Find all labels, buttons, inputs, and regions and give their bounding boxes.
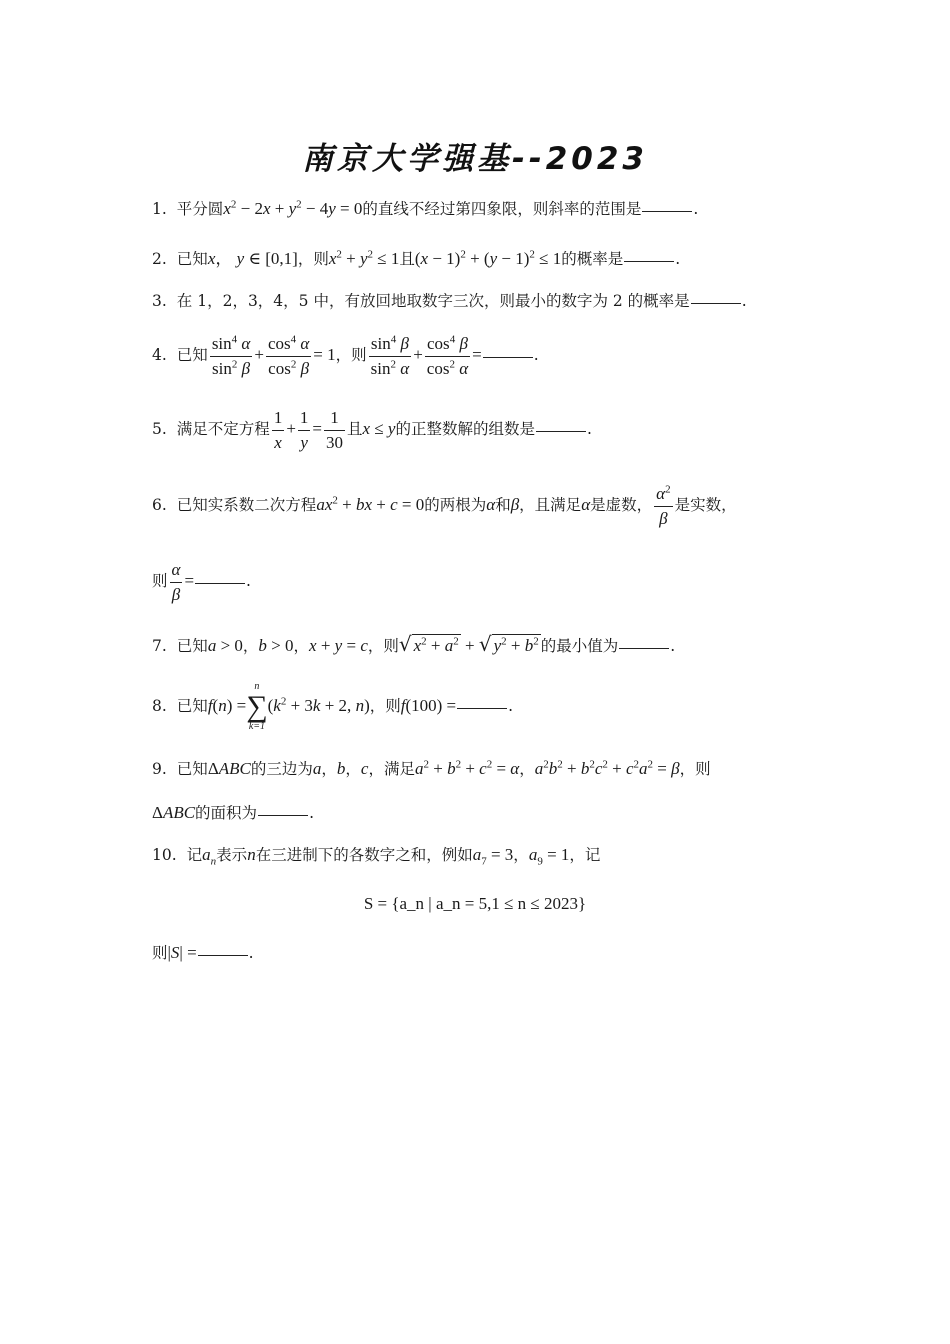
question-number: 8. — [152, 697, 167, 715]
question-2: 2. 已知x， y ∈ [0,1]，则$x^2 + y^2 \le 1$且$(x - 1)^2 + (y - 1)^2 \le 1$的概率是 . — [152, 248, 681, 268]
question-9: 9. 已知ΔABC的三边为a，b，c，满足$a^2 + b^2 + c^2 = \alpha$，$a^2b^2 + b^2c^2 + c^2a^2 = \beta$，则 — [152, 758, 711, 778]
answer-blank — [642, 210, 692, 212]
question-number: 1. — [152, 200, 167, 218]
question-6-continued: 则 $\frac{\alpha}{\beta}$ = . — [152, 560, 251, 604]
question-number: 7. — [152, 637, 167, 655]
page-title: 南京大学强基--2023 — [301, 141, 648, 177]
answer-blank — [195, 582, 245, 584]
question-10-continued: 则|S| = . — [152, 943, 254, 962]
question-number: 4. — [152, 346, 167, 365]
question-6: 6. 已知实系数二次方程$ax^2$ + bx + c = 0的两根为α和β，且满足α是虚数， $\frac{\alpha^2}{\beta}$ 是实数， — [152, 483, 737, 528]
question-7: 7. 已知a > 0，b > 0，x + y = c，则√ $x^2 + a^2$ + √ $y^2 + b^2$ 的最小值为 . — [152, 632, 676, 656]
question-4: 4. 已知 $\frac{\sin^4 \alpha}{\sin^2 \beta}$ + $\frac{\cos^4 \alpha}{\cos^2 \beta}$ = 1，则 $\frac{\sin^4 \beta}{\sin^2 \alpha}$ + $\frac{\cos^4 \beta}{\cos^2 \alpha}$ = . — [152, 333, 539, 378]
question-5: 5. 满足不定方程 $\frac{1}{x}$ + $\frac{1}{y}$ = $\frac{1}{30}$ 且x ≤ y的正整数解的组数是 . — [152, 408, 592, 452]
answer-blank — [258, 814, 308, 816]
answer-blank — [691, 302, 741, 304]
set-definition-formula: S = {a_n | a_n = 5,1 ≤ n ≤ 2023} — [363, 894, 587, 913]
answer-blank — [624, 260, 674, 262]
answer-blank — [536, 430, 586, 432]
question-number: 6. — [152, 496, 167, 515]
question-number: 3. — [152, 292, 167, 310]
question-number: 9. — [152, 760, 167, 778]
answer-blank — [619, 647, 669, 649]
question-1: 1. 平分圆$x^2 - 2x + y^2 - 4y = 0$的直线不经过第四象限，则斜率的范围是 . — [152, 198, 699, 218]
question-3: 3. 在 1，2，3，4，5 中，有放回地取数字三次，则最小的数字为 2 的概率是 . — [152, 292, 747, 310]
question-9-continued: ΔABC的面积为 . — [152, 803, 314, 822]
question-number: 10. — [152, 846, 177, 864]
question-8: 8. 已知f(n) = n ∑ k=1 ($k^2 + 3k + 2$, n)，则f(100) = . — [152, 681, 514, 732]
answer-blank — [483, 356, 533, 358]
question-10: 10. 记$a_n$表示n在三进制下的各数字之和，例如$a_7 = 3$，$a_9 = 1$，记 — [152, 845, 601, 868]
summation-symbol: n ∑ k=1 — [246, 681, 268, 732]
question-number: 5. — [152, 420, 167, 439]
question-number: 2. — [152, 250, 167, 268]
answer-blank — [457, 707, 507, 709]
answer-blank — [198, 954, 248, 956]
